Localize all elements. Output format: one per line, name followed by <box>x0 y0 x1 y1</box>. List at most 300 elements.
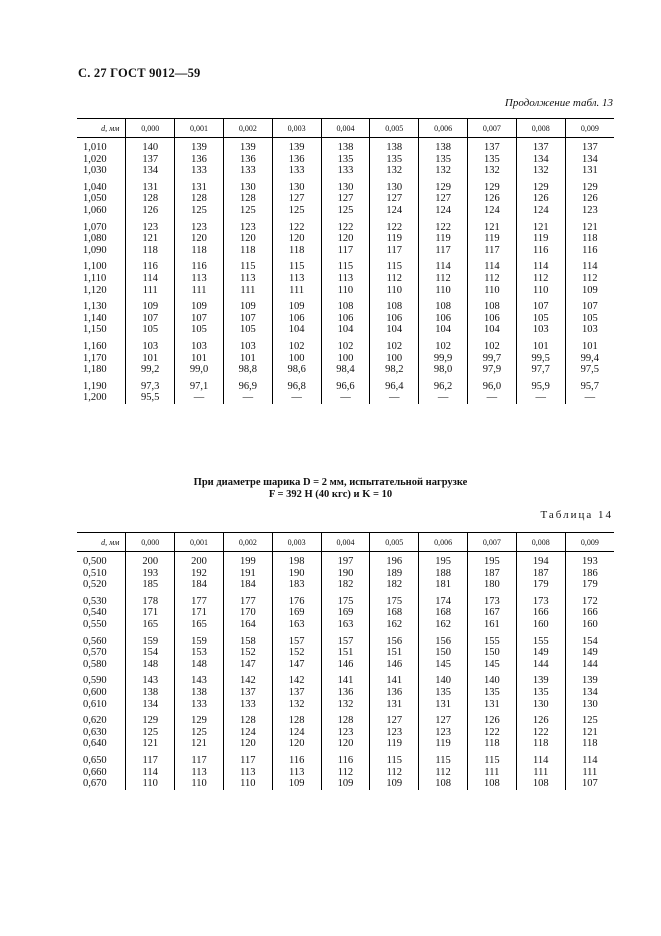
hardness-cell: 131 <box>126 177 175 194</box>
hardness-cell: 99,2 <box>126 364 175 376</box>
hardness-cell: 107 <box>516 296 565 313</box>
column-header: 0,006 <box>419 119 468 138</box>
hardness-cell: 155 <box>516 631 565 648</box>
section-heading-line-2: F = 392 Н (40 кгс) и K = 10 <box>268 488 393 500</box>
hardness-cell: 120 <box>321 233 370 245</box>
hardness-cell: 162 <box>419 619 468 631</box>
hardness-cell: 99,0 <box>175 364 224 376</box>
hardness-cell: 135 <box>516 687 565 699</box>
hardness-cell: 120 <box>223 233 272 245</box>
hardness-cell: 128 <box>223 193 272 205</box>
hardness-cell: 134 <box>516 154 565 166</box>
hardness-cell: 116 <box>321 750 370 767</box>
hardness-cell: 130 <box>321 177 370 194</box>
hardness-cell: 195 <box>419 552 468 568</box>
table-row <box>77 552 614 568</box>
hardness-cell: 151 <box>370 647 419 659</box>
hardness-cell: 122 <box>419 217 468 234</box>
hardness-cell: 113 <box>272 767 321 779</box>
hardness-cell: 145 <box>419 659 468 671</box>
hardness-cell: 98,6 <box>272 364 321 376</box>
hardness-cell: 121 <box>516 217 565 234</box>
hardness-cell: 125 <box>175 205 224 217</box>
hardness-cell: 103 <box>126 336 175 353</box>
hardness-cell: 111 <box>565 767 614 779</box>
diameter-cell: 1,170 <box>83 352 107 364</box>
hardness-cell: 115 <box>223 256 272 273</box>
diameter-cell: 0,500 <box>83 556 107 567</box>
hardness-cell: 154 <box>565 631 614 648</box>
hardness-cell: 194 <box>516 552 565 568</box>
hardness-cell: 187 <box>468 568 517 580</box>
hardness-cell: 128 <box>272 710 321 727</box>
hardness-cell: 138 <box>175 687 224 699</box>
hardness-cell: 113 <box>175 273 224 285</box>
table-row <box>77 364 614 376</box>
hardness-cell: 117 <box>175 750 224 767</box>
hardness-cell: 118 <box>223 245 272 257</box>
hardness-cell: 98,2 <box>370 364 419 376</box>
hardness-cell: — <box>321 392 370 404</box>
hardness-cell: 121 <box>565 217 614 234</box>
hardness-cell: 119 <box>468 233 517 245</box>
hardness-cell: 108 <box>468 296 517 313</box>
hardness-cell: 107 <box>175 313 224 325</box>
table-header-row <box>77 533 614 552</box>
section-heading <box>0 477 661 500</box>
hardness-cell: 146 <box>370 659 419 671</box>
hardness-cell: 115 <box>272 256 321 273</box>
hardness-cell: 119 <box>370 233 419 245</box>
hardness-cell: 132 <box>370 165 419 177</box>
column-header-diameter: d, мм <box>77 533 126 552</box>
hardness-cell: 152 <box>223 647 272 659</box>
hardness-cell: 137 <box>126 154 175 166</box>
hardness-cell: 123 <box>565 205 614 217</box>
hardness-cell: 119 <box>370 738 419 750</box>
hardness-cell: 180 <box>468 579 517 591</box>
hardness-cell: 112 <box>419 273 468 285</box>
hardness-cell: 130 <box>370 177 419 194</box>
hardness-cell: 200 <box>126 552 175 568</box>
hardness-cell: 191 <box>223 568 272 580</box>
table-header-row <box>77 119 614 138</box>
hardness-cell: 99,4 <box>565 353 614 365</box>
hardness-cell: 110 <box>468 285 517 297</box>
hardness-cell: 193 <box>565 552 614 568</box>
hardness-cell: 157 <box>272 631 321 648</box>
diameter-cell: 1,130 <box>83 301 107 313</box>
hardness-cell: 136 <box>223 154 272 166</box>
hardness-cell: 147 <box>272 659 321 671</box>
hardness-cell: 123 <box>175 217 224 234</box>
hardness-cell: 148 <box>175 659 224 671</box>
hardness-cell: 136 <box>370 687 419 699</box>
hardness-cell: 105 <box>223 324 272 336</box>
hardness-cell: 171 <box>126 607 175 619</box>
column-header: 0,008 <box>516 533 565 552</box>
hardness-cell: 108 <box>419 778 468 790</box>
hardness-cell: 110 <box>126 778 175 790</box>
column-header: 0,000 <box>126 119 175 138</box>
hardness-cell: 109 <box>272 778 321 790</box>
hardness-cell: 118 <box>468 738 517 750</box>
hardness-cell: 150 <box>468 647 517 659</box>
hardness-cell: 190 <box>321 568 370 580</box>
hardness-cell: 108 <box>516 778 565 790</box>
hardness-cell: 144 <box>565 659 614 671</box>
hardness-cell: 138 <box>370 138 419 154</box>
column-header: 0,001 <box>175 119 224 138</box>
hardness-cell: 116 <box>175 256 224 273</box>
hardness-cell: 117 <box>223 750 272 767</box>
hardness-cell: 132 <box>516 165 565 177</box>
hardness-cell: 177 <box>175 591 224 608</box>
column-header: 0,004 <box>321 533 370 552</box>
hardness-cell: 154 <box>126 647 175 659</box>
hardness-cell: 132 <box>419 165 468 177</box>
hardness-cell: 165 <box>175 619 224 631</box>
hardness-cell: 111 <box>516 767 565 779</box>
hardness-cell: 136 <box>175 154 224 166</box>
hardness-cell: 131 <box>565 165 614 177</box>
hardness-cell: 97,9 <box>468 364 517 376</box>
hardness-cell: 160 <box>516 619 565 631</box>
hardness-cell: 120 <box>223 738 272 750</box>
hardness-cell: 166 <box>565 607 614 619</box>
hardness-cell: 102 <box>468 336 517 353</box>
table-row <box>77 233 614 245</box>
diameter-cell: 1,100 <box>83 261 107 273</box>
hardness-cell: 126 <box>516 193 565 205</box>
hardness-cell: 114 <box>565 750 614 767</box>
hardness-cell: 135 <box>370 154 419 166</box>
hardness-cell: 107 <box>565 778 614 790</box>
hardness-cell: 114 <box>516 256 565 273</box>
hardness-cell: 104 <box>419 324 468 336</box>
hardness-cell: 198 <box>272 552 321 568</box>
table-row <box>77 296 614 313</box>
hardness-cell: 117 <box>419 245 468 257</box>
hardness-cell: 131 <box>468 699 517 711</box>
hardness-cell: 105 <box>565 313 614 325</box>
hardness-cell: 97,3 <box>126 376 175 393</box>
diameter-cell: 0,520 <box>83 579 107 591</box>
hardness-cell: — <box>565 392 614 404</box>
hardness-cell: 118 <box>126 245 175 257</box>
hardness-cell: 112 <box>419 767 468 779</box>
diameter-cell: 1,090 <box>83 244 107 256</box>
hardness-cell: 151 <box>321 647 370 659</box>
hardness-cell: 102 <box>370 336 419 353</box>
hardness-cell: 173 <box>468 591 517 608</box>
hardness-cell: — <box>516 392 565 404</box>
hardness-cell: 101 <box>126 353 175 365</box>
hardness-cell: 133 <box>321 165 370 177</box>
hardness-cell: 119 <box>419 233 468 245</box>
table-row <box>77 738 614 750</box>
table-row <box>77 710 614 727</box>
hardness-cell: 105 <box>126 324 175 336</box>
hardness-cell: 133 <box>223 165 272 177</box>
hardness-cell: 116 <box>516 245 565 257</box>
hardness-cell: 184 <box>175 579 224 591</box>
hardness-cell: 126 <box>565 193 614 205</box>
hardness-cell: 116 <box>272 750 321 767</box>
table-row <box>77 607 614 619</box>
column-header: 0,001 <box>175 533 224 552</box>
hardness-cell: 115 <box>321 256 370 273</box>
column-header: 0,000 <box>126 533 175 552</box>
hardness-cell: 105 <box>175 324 224 336</box>
hardness-cell: — <box>370 392 419 404</box>
hardness-cell: 173 <box>516 591 565 608</box>
hardness-cell: 110 <box>175 778 224 790</box>
hardness-cell: 115 <box>419 750 468 767</box>
hardness-cell: 176 <box>272 591 321 608</box>
diameter-cell: 0,590 <box>83 675 107 687</box>
diameter-cell: 1,180 <box>83 364 107 376</box>
hardness-cell: 113 <box>223 767 272 779</box>
hardness-cell: 122 <box>516 727 565 739</box>
hardness-cell: 161 <box>468 619 517 631</box>
hardness-cell: 169 <box>272 607 321 619</box>
hardness-cell: 115 <box>370 750 419 767</box>
hardness-cell: 133 <box>272 165 321 177</box>
hardness-cell: 124 <box>516 205 565 217</box>
hardness-cell: 138 <box>126 687 175 699</box>
hardness-cell: 132 <box>468 165 517 177</box>
hardness-cell: 125 <box>126 727 175 739</box>
diameter-cell: 1,190 <box>83 380 107 392</box>
hardness-cell: 118 <box>565 233 614 245</box>
hardness-cell: 103 <box>516 324 565 336</box>
hardness-cell: 124 <box>370 205 419 217</box>
hardness-cell: 104 <box>272 324 321 336</box>
hardness-cell: 128 <box>126 193 175 205</box>
hardness-cell: 171 <box>175 607 224 619</box>
hardness-cell: 127 <box>321 193 370 205</box>
hardness-cell: 164 <box>223 619 272 631</box>
hardness-cell: 166 <box>516 607 565 619</box>
hardness-cell: 185 <box>126 579 175 591</box>
hardness-cell: 120 <box>272 233 321 245</box>
hardness-cell: 126 <box>468 193 517 205</box>
hardness-cell: 125 <box>175 727 224 739</box>
diameter-cell: 0,610 <box>83 698 107 710</box>
table-row <box>77 727 614 739</box>
hardness-cell: 127 <box>370 710 419 727</box>
hardness-cell: 107 <box>565 296 614 313</box>
hardness-cell: 153 <box>175 647 224 659</box>
table-row <box>77 568 614 580</box>
hardness-cell: 125 <box>223 205 272 217</box>
hardness-cell: 98,4 <box>321 364 370 376</box>
hardness-cell: 100 <box>272 353 321 365</box>
hardness-cell: 109 <box>126 296 175 313</box>
hardness-cell: 99,7 <box>468 353 517 365</box>
hardness-cell: 135 <box>468 687 517 699</box>
hardness-cell: 182 <box>370 579 419 591</box>
diameter-cell: 0,530 <box>83 595 107 607</box>
hardness-cell: 99,5 <box>516 353 565 365</box>
diameter-cell: 1,160 <box>83 340 107 352</box>
diameter-cell: 0,580 <box>83 658 107 670</box>
hardness-cell: 113 <box>175 767 224 779</box>
diameter-cell: 1,110 <box>83 272 107 284</box>
hardness-cell: 102 <box>321 336 370 353</box>
hardness-cell: 117 <box>468 245 517 257</box>
diameter-cell: 1,120 <box>83 284 107 296</box>
hardness-cell: 127 <box>419 193 468 205</box>
hardness-cell: 163 <box>321 619 370 631</box>
diameter-cell: 0,620 <box>83 715 107 727</box>
column-header: 0,007 <box>468 119 517 138</box>
hardness-cell: 126 <box>516 710 565 727</box>
hardness-cell: 196 <box>370 552 419 568</box>
table-row <box>77 313 614 325</box>
hardness-cell: 118 <box>516 738 565 750</box>
column-header: 0,007 <box>468 533 517 552</box>
hardness-cell: 103 <box>223 336 272 353</box>
hardness-cell: 149 <box>516 647 565 659</box>
table-row <box>77 193 614 205</box>
hardness-cell: 114 <box>565 256 614 273</box>
hardness-cell: 98,0 <box>419 364 468 376</box>
hardness-cell: 145 <box>468 659 517 671</box>
hardness-cell: 143 <box>175 670 224 687</box>
hardness-cell: 109 <box>321 778 370 790</box>
hardness-cell: 138 <box>419 138 468 154</box>
hardness-cell: 106 <box>321 313 370 325</box>
hardness-cell: 117 <box>321 245 370 257</box>
hardness-cell: 160 <box>565 619 614 631</box>
hardness-cell: 128 <box>175 193 224 205</box>
hardness-cell: 116 <box>565 245 614 257</box>
diameter-cell: 0,650 <box>83 754 107 766</box>
hardness-cell: 95,7 <box>565 376 614 393</box>
hardness-cell: 175 <box>321 591 370 608</box>
hardness-cell: 106 <box>272 313 321 325</box>
hardness-cell: 104 <box>321 324 370 336</box>
diameter-cell: 1,080 <box>83 233 107 245</box>
hardness-cell: 186 <box>565 568 614 580</box>
hardness-cell: 172 <box>565 591 614 608</box>
diameter-cell: 0,570 <box>83 647 107 659</box>
hardness-cell: 124 <box>272 727 321 739</box>
hardness-cell: 147 <box>223 659 272 671</box>
table-row <box>77 165 614 177</box>
table-row <box>77 699 614 711</box>
column-header: 0,002 <box>223 533 272 552</box>
hardness-cell: 131 <box>419 699 468 711</box>
hardness-cell: 168 <box>370 607 419 619</box>
hardness-cell: 112 <box>321 767 370 779</box>
column-header: 0,008 <box>516 119 565 138</box>
hardness-cell: 114 <box>468 256 517 273</box>
hardness-cell: 139 <box>223 138 272 154</box>
hardness-cell: 111 <box>468 767 517 779</box>
column-header: 0,003 <box>272 533 321 552</box>
hardness-cell: 96,4 <box>370 376 419 393</box>
hardness-cell: 179 <box>565 579 614 591</box>
hardness-cell: 122 <box>321 217 370 234</box>
diameter-cell: 1,140 <box>83 312 107 324</box>
hardness-cell: 96,2 <box>419 376 468 393</box>
hardness-cell: 139 <box>516 670 565 687</box>
diameter-cell: 1,020 <box>83 153 107 165</box>
diameter-cell: 0,510 <box>83 567 107 579</box>
hardness-cell: 114 <box>516 750 565 767</box>
continuation-note: Продолжение табл. 13 <box>504 97 613 109</box>
hardness-cell: 134 <box>126 165 175 177</box>
column-header: 0,003 <box>272 119 321 138</box>
hardness-cell: 140 <box>419 670 468 687</box>
hardness-cell: 106 <box>468 313 517 325</box>
hardness-cell: 127 <box>370 193 419 205</box>
table-13 <box>77 118 614 404</box>
hardness-cell: 113 <box>272 273 321 285</box>
diameter-cell: 1,030 <box>83 165 107 177</box>
hardness-cell: 109 <box>223 296 272 313</box>
hardness-cell: 114 <box>419 256 468 273</box>
hardness-cell: 155 <box>468 631 517 648</box>
hardness-cell: 112 <box>370 273 419 285</box>
hardness-cell: 128 <box>321 710 370 727</box>
diameter-cell: 0,670 <box>83 778 107 790</box>
hardness-cell: 131 <box>175 177 224 194</box>
table-row <box>77 285 614 297</box>
hardness-cell: 141 <box>321 670 370 687</box>
page-title: С. 27 ГОСТ 9012—59 <box>78 66 201 80</box>
hardness-cell: 129 <box>468 177 517 194</box>
table-row <box>77 670 614 687</box>
hardness-cell: 136 <box>321 687 370 699</box>
hardness-cell: 96,0 <box>468 376 517 393</box>
hardness-cell: 101 <box>516 336 565 353</box>
hardness-cell: — <box>419 392 468 404</box>
hardness-cell: 134 <box>565 687 614 699</box>
table-row <box>77 245 614 257</box>
diameter-cell: 1,050 <box>83 193 107 205</box>
hardness-cell: 104 <box>468 324 517 336</box>
hardness-cell: 115 <box>468 750 517 767</box>
table-row <box>77 647 614 659</box>
hardness-cell: 119 <box>516 233 565 245</box>
hardness-cell: 174 <box>419 591 468 608</box>
hardness-cell: — <box>272 392 321 404</box>
hardness-cell: 120 <box>272 738 321 750</box>
hardness-cell: 121 <box>126 738 175 750</box>
diameter-cell: 1,150 <box>83 324 107 336</box>
hardness-cell: 140 <box>126 138 175 154</box>
hardness-cell: 123 <box>321 727 370 739</box>
hardness-cell: 112 <box>370 767 419 779</box>
column-header: 0,004 <box>321 119 370 138</box>
hardness-cell: 127 <box>272 193 321 205</box>
diameter-cell: 0,540 <box>83 607 107 619</box>
hardness-cell: 108 <box>468 778 517 790</box>
column-header: 0,005 <box>370 533 419 552</box>
hardness-cell: 97,5 <box>565 364 614 376</box>
hardness-cell: 137 <box>516 138 565 154</box>
hardness-cell: 148 <box>126 659 175 671</box>
table-row <box>77 631 614 648</box>
hardness-cell: 150 <box>419 647 468 659</box>
table-row <box>77 217 614 234</box>
hardness-cell: 158 <box>223 631 272 648</box>
column-header: 0,002 <box>223 119 272 138</box>
